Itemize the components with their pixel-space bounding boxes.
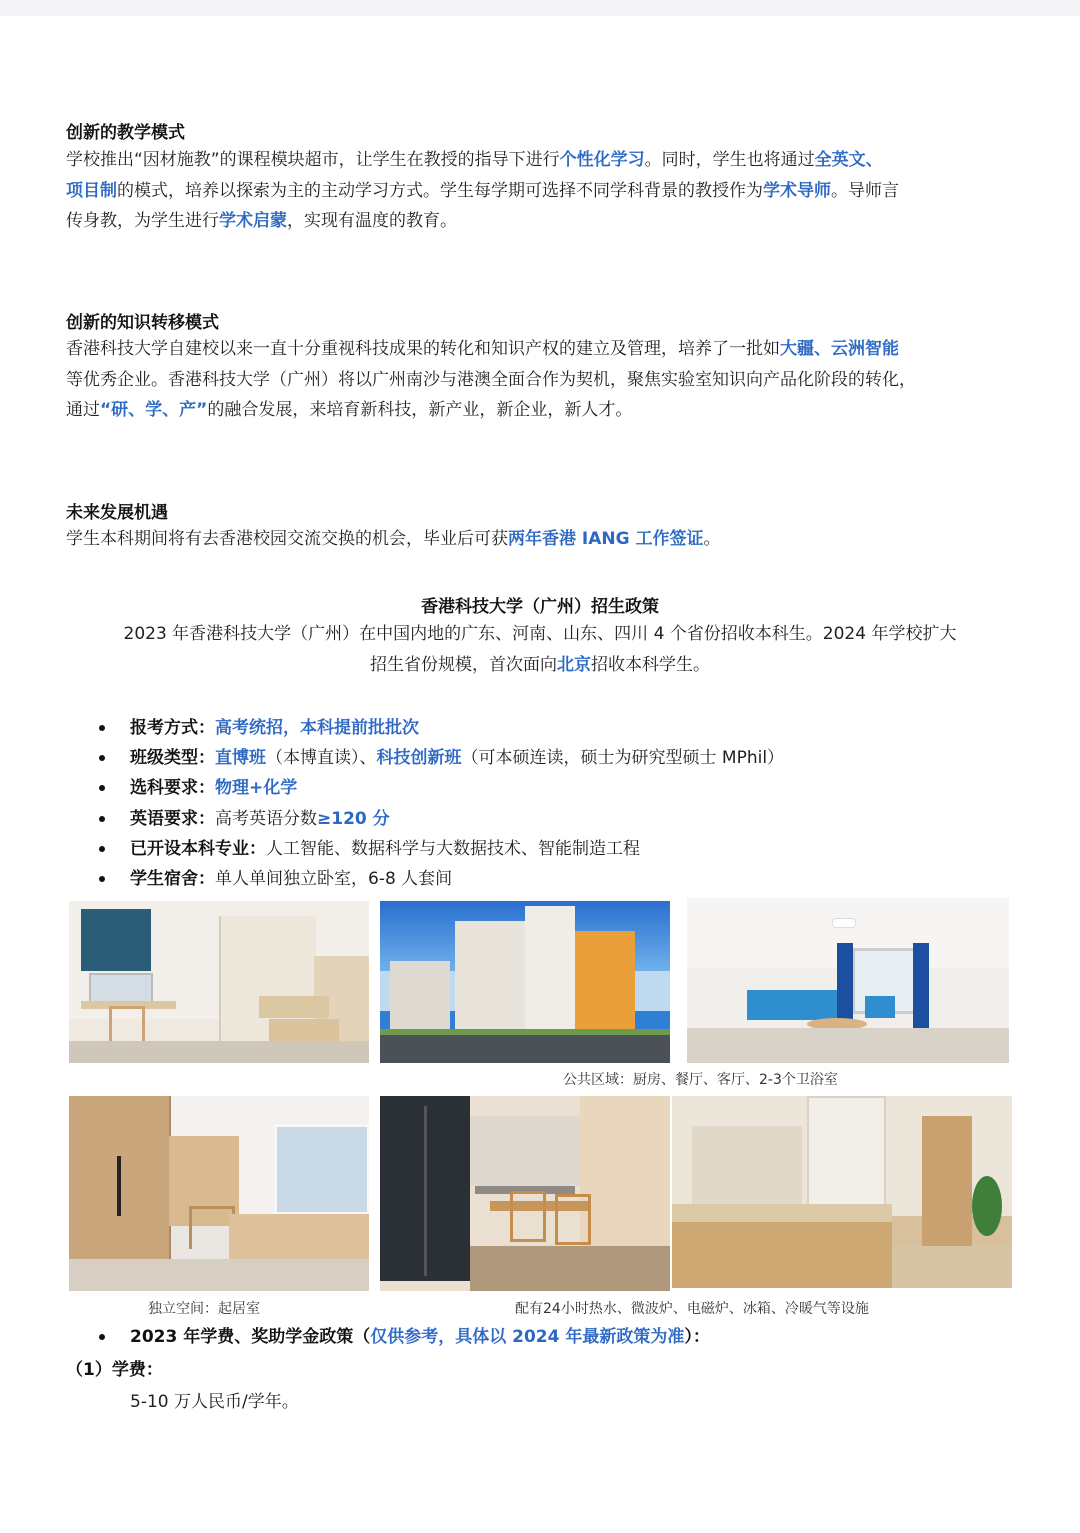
bullet-dot-icon (99, 755, 105, 761)
body-text: 的模式，培养以探索为主的主动学习方式。学生每学期可选择不同学科背景的教授作为 (117, 180, 763, 201)
admission-bullet-item (130, 713, 784, 743)
photo-dormitory-building (380, 901, 670, 1063)
body-text: 学校推出“因材施教”的课程模块超市，让学生在教授的指导下进行 (66, 150, 560, 170)
photo-bathroom (672, 1096, 1012, 1288)
body-text: 等优秀企业。香港科技大学（广州）将以广州南沙与港澳全面合作为契机，聚焦实验室知识向产品化阶段的转化， (66, 369, 916, 390)
text-line (66, 145, 899, 176)
highlight-text: 仅供参考，具体以 2024 年最新政策为准 (370, 1327, 685, 1347)
admission-bullet-item (130, 864, 784, 894)
body-text: ，实现有温度的教育。 (287, 211, 457, 231)
label-text: 已开设本科专业： (130, 838, 266, 859)
admission-bullet-item (130, 743, 784, 773)
body-text: 单人单间独立卧室，6-8 人套间 (215, 868, 453, 889)
highlight-text: 项目制 (66, 180, 117, 201)
admission-bullets (130, 713, 784, 894)
body-text: 2023 年香港科技大学（广州）在中国内地的广东、河南、山东、四川 4 个省份招收本科生。2024 年学校扩大 (123, 624, 957, 644)
highlight-text: ≥120 分 (317, 808, 390, 829)
highlight-text: 大疆、云洲智能 (780, 339, 899, 359)
section-title-future: 未来发展机遇 (66, 503, 168, 523)
text-line (66, 365, 916, 396)
policy-body (0, 619, 1080, 680)
body-text: 招生省份规模，首次面向 (370, 654, 557, 675)
body-text: 传身教，为学生进行 (66, 211, 219, 231)
body-text: 。同时，学生也将通过 (644, 150, 815, 170)
highlight-text: 科技创新班 (376, 748, 462, 769)
text-line (66, 176, 899, 207)
highlight-text: 学术启蒙 (219, 211, 287, 231)
body-text: 。 (703, 529, 721, 549)
label-text: 报考方式： (130, 718, 215, 738)
highlight-text: 全英文、 (814, 150, 883, 170)
highlight-text: 两年香港 IANG 工作签证 (508, 529, 704, 549)
bullet-dot-icon (99, 785, 105, 791)
highlight-text: 高考统招，本科提前批批次 (215, 718, 419, 738)
text-line (0, 650, 1080, 681)
section-body-teaching (66, 145, 899, 237)
section-title-knowledge-transfer: 创新的知识转移模式 (66, 313, 219, 333)
highlight-text: 直博班 (215, 748, 266, 769)
top-strip (0, 0, 1080, 16)
label-text: 班级类型： (130, 748, 215, 769)
policy-title: 香港科技大学（广州）招生政策 (421, 597, 659, 617)
photo-study-room (69, 1096, 369, 1291)
bullet-dot-icon (99, 846, 105, 852)
body-text: （可本硕连读，硕士为研究型硕士 MPhil） (461, 748, 785, 769)
bullet-dot-icon (99, 1334, 105, 1340)
label-text: ）： (684, 1327, 710, 1347)
caption-facilities: 配有24小时热水、微波炉、电磁炉、冰箱、冷暖气等设施 (515, 1301, 869, 1317)
highlight-text: 物理+化学 (215, 778, 298, 799)
body-text: 人工智能、数据科学与大数据技术、智能制造工程 (266, 838, 640, 859)
bullet-dot-icon (99, 876, 105, 882)
label-text: 2023 年学费、奖助学金政策（ (130, 1327, 371, 1347)
admission-bullet-item (130, 834, 784, 864)
section-body-knowledge-transfer (66, 334, 916, 426)
text-line (0, 619, 1080, 650)
caption-public-area: 公共区域：厨房、餐厅、客厅、2-3个卫浴室 (563, 1072, 838, 1088)
caption-private-space: 独立空间：起居室 (148, 1301, 260, 1317)
text-line (66, 395, 916, 426)
section-body-future (66, 524, 721, 555)
body-text: 招收本科学生。 (591, 654, 710, 675)
label-text: 学生宿舍： (130, 868, 215, 889)
fees-value: 5-10 万人民币/学年。 (130, 1392, 299, 1412)
body-text: 通过 (66, 400, 100, 420)
photo-kitchen-dining (380, 1096, 670, 1291)
photo-living-room (687, 898, 1009, 1063)
label-text: 选科要求： (130, 778, 215, 799)
fees-subtitle: （1）学费： (66, 1360, 163, 1380)
body-text: 。导师言 (831, 180, 899, 201)
body-text: 的融合发展，来培育新科技，新产业，新企业，新人才。 (207, 400, 633, 420)
highlight-text: 个性化学习 (559, 150, 645, 170)
label-text: 英语要求： (130, 808, 215, 829)
fees-bullet (130, 1322, 710, 1352)
body-text: （本博直读）、 (266, 748, 377, 769)
admission-bullet-item (130, 804, 784, 834)
highlight-text: 学术导师 (763, 180, 831, 201)
text-line (66, 524, 721, 555)
text-line (66, 334, 916, 365)
fees-bullet-block (130, 1322, 710, 1352)
highlight-text: “研、学、产” (100, 400, 208, 420)
body-text: 香港科技大学自建校以来一直十分重视科技成果的转化和知识产权的建立及管理，培养了一批如 (66, 339, 780, 359)
admission-bullet-item (130, 773, 784, 803)
bullet-dot-icon (99, 816, 105, 822)
section-title-teaching: 创新的教学模式 (66, 123, 185, 143)
highlight-text: 北京 (557, 654, 591, 675)
photo-bedroom-loft (69, 901, 369, 1063)
body-text: 高考英语分数 (215, 808, 317, 829)
text-line (66, 206, 899, 237)
bullet-dot-icon (99, 725, 105, 731)
body-text: 学生本科期间将有去香港校园交流交换的机会，毕业后可获 (66, 529, 508, 549)
